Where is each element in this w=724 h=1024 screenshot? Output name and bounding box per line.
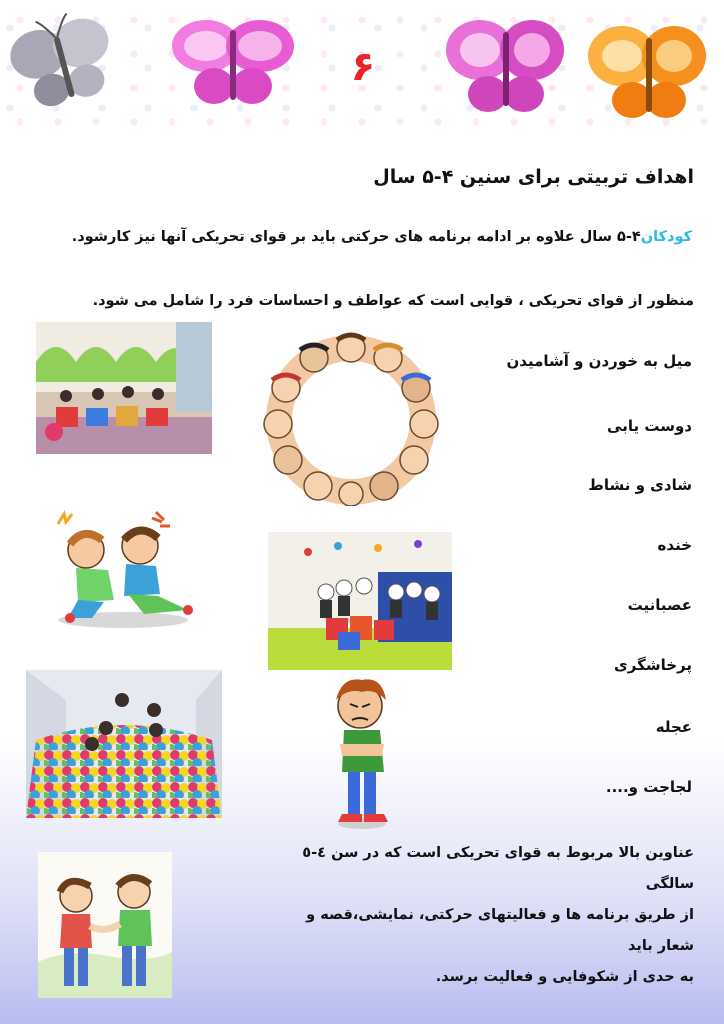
page-title: اهداف تربیتی برای سنین ۴-۵ سال	[373, 166, 694, 188]
intro-highlight: کودکان	[640, 229, 692, 245]
list-item: پرخاشگری	[614, 656, 692, 674]
angry-boy-clipart	[322, 672, 402, 830]
pink-butterfly-icon	[168, 6, 298, 116]
classroom-photo	[36, 322, 212, 454]
list-item: دوست یابی	[607, 417, 692, 435]
list-item: میل به خوردن و آشامیدن	[506, 352, 692, 370]
definition-paragraph: منظور از قوای تحریکی ، قوایی است که عواطف و احساسات فرد را شامل می شود.	[92, 293, 694, 309]
summary-line: عناوین بالا مربوط به قوای تحریکی است که در سن ٤-٥ سالگی	[302, 845, 694, 892]
list-item: عصبانیت	[627, 596, 692, 614]
handshake-clipart	[38, 852, 172, 998]
page-number: ۶	[350, 44, 376, 90]
fighting-boys-clipart	[48, 510, 198, 630]
list-item: شادی و نشاط	[588, 476, 692, 494]
pink-butterfly-icon	[440, 6, 570, 122]
summary-line: به حدی از شکوفایی و فعالیت برسد.	[435, 969, 694, 985]
puppet-play-photo	[268, 532, 452, 670]
header-band	[0, 0, 724, 130]
intro-paragraph	[72, 229, 692, 245]
intro-text: ۴-۵ سال علاوه بر ادامه برنامه های حرکتی باید بر قوای تحریکی آنها نیز کارشود.	[71, 229, 641, 245]
list-item: عجله	[655, 718, 692, 736]
gray-butterfly-icon	[8, 10, 120, 122]
list-item: لجاجت و....	[605, 778, 692, 796]
children-circle-clipart	[256, 330, 446, 506]
summary-line: از طریق برنامه ها و فعالیتهای حرکتی، نمایشی،قصه و شعار باید	[306, 907, 694, 954]
summary-paragraph	[294, 838, 694, 993]
ball-pit-photo	[26, 670, 222, 818]
list-item: خنده	[657, 536, 692, 554]
orange-butterfly-icon	[582, 10, 712, 128]
